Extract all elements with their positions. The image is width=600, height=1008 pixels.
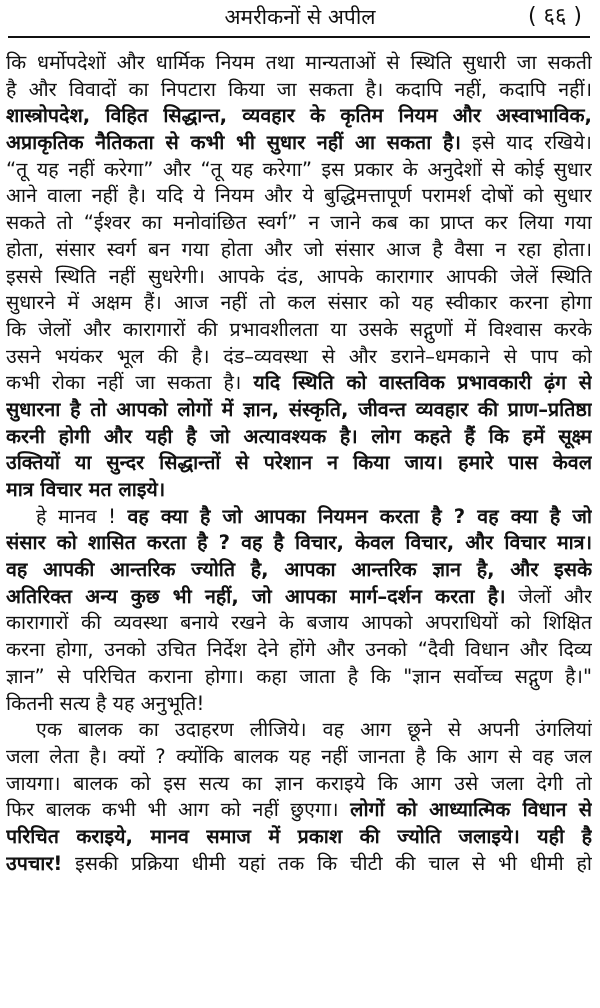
text-segment: सुधारने में अक्षम हैं। आज नहीं तो कल संसार को यह स्वीकार करना होगा	[6, 291, 592, 315]
text-line	[6, 851, 592, 878]
bold-text-segment: यदि स्थिति को वास्तविक प्रभावकारी ढ़ंग से	[253, 371, 592, 395]
text-segment: है और विवादों का निपटारा किया जा सकता है। कदापि नहीं, कदापि नहीं।	[6, 77, 592, 101]
bold-text-segment: लोगों को आध्यात्मिक विधान से	[350, 798, 592, 822]
text-line	[6, 237, 592, 264]
text-segment: कितनी सत्य है यह अनुभूति!	[6, 691, 205, 715]
text-segment: जेलों और	[505, 584, 592, 608]
text-line	[6, 530, 592, 557]
text-segment: कि धर्मोपदेशों और धार्मिक नियम तथा मान्यताओं से स्थिति सुधारी जा सकती	[6, 51, 592, 74]
text-line	[6, 77, 592, 104]
text-line	[6, 370, 592, 397]
text-segment: कि जेलों और कारागारों की प्रभावशीलता या उसके सद्गुणों में विश्वास करके	[6, 317, 592, 341]
text-line	[6, 637, 592, 664]
text-line	[6, 664, 592, 691]
text-line	[6, 557, 592, 584]
text-line	[6, 157, 592, 184]
bold-text-segment: अतिरिक्त अन्य कुछ भी नहीं, जो आपका मार्ग–दर्शन करता है।	[6, 584, 506, 608]
text-line	[6, 424, 592, 451]
bold-text-segment: वह क्या है जो आपका नियमन करता है ? वह क्या है जो	[127, 504, 592, 528]
text-line	[6, 584, 592, 611]
text-segment: कभी रोका नहीं जा सकता है।	[6, 371, 254, 395]
text-line	[6, 771, 592, 798]
text-line	[6, 717, 592, 744]
bold-text-segment: वह आपकी आन्तरिक ज्योति है, आपका आन्तरिक ज्ञान है, और इसके	[6, 558, 592, 582]
text-line	[6, 103, 592, 130]
text-line	[6, 397, 592, 424]
text-segment: सकते तो “ईश्वर का मनोवांछित स्वर्ग” न जाने कब का प्राप्त कर लिया गया	[6, 211, 592, 235]
text-line	[6, 183, 592, 210]
bold-text-segment: सुधारना है तो आपको लोगों में ज्ञान, संस्कृति, जीवन्त व्यवहार की प्राण–प्रतिष्ठा	[6, 397, 592, 421]
text-segment: आने वाला नहीं है। यदि ये नियम और ये बुद्धिमत्तापूर्ण परामर्श दोषों को सुधार	[6, 184, 592, 208]
text-line	[6, 130, 592, 157]
text-segment: जायगा। बालक को इस सत्य का ज्ञान कराइये कि आग उसे जला देगी तो	[6, 771, 592, 795]
text-segment: कारागारों की व्यवस्था बनाये रखने के बजाय आपको अपराधियों को शिक्षित	[6, 611, 592, 635]
page-number: ( ६६ )	[527, 4, 582, 29]
body-text	[6, 50, 592, 877]
text-segment: एक बालक का उदाहरण लीजिये। वह आग छूने से अपनी उंगलियां	[36, 718, 592, 742]
text-segment: जला लेता है। क्यों ? क्योंकि बालक यह नहीं जानता है कि आग से वह जल	[6, 744, 592, 768]
bold-text-segment: उपचार!	[6, 851, 63, 875]
text-segment: करना होगा, उनको उचित निर्देश देने होंगे और उनको “दैवी विधान और दिव्य	[6, 638, 592, 662]
text-line	[6, 50, 592, 77]
text-segment: फिर बालक कभी भी आग को नहीं छुएगा।	[6, 798, 351, 822]
text-line	[6, 210, 592, 237]
bold-text-segment: संसार को शासित करता है ? वह है विचार, केवल विचार, और विचार मात्र।	[6, 531, 592, 555]
text-line	[6, 824, 592, 851]
text-line	[6, 450, 592, 477]
text-line	[6, 264, 592, 291]
text-segment: उसने भयंकर भूल की है। दंड–व्यवस्था से और डराने–धमकाने से पाप को	[6, 344, 592, 368]
text-segment: “तू यह नहीं करेगा” और “तू यह करेगा” इस प्रकार के अनुदेशों से कोई सुधार	[6, 157, 592, 181]
text-line	[6, 344, 592, 371]
bold-text-segment: अप्राकृतिक नैतिकता से कभी भी सुधार नहीं आ सकता है।	[6, 131, 461, 155]
text-line	[6, 744, 592, 771]
text-line	[6, 797, 592, 824]
text-line	[6, 610, 592, 637]
page-header	[0, 0, 600, 44]
text-line	[6, 691, 592, 718]
bold-text-segment: मात्र विचार मत लाइये।	[6, 478, 166, 501]
text-line	[6, 317, 592, 344]
text-segment: इसकी प्रक्रिया धीमी यहां तक कि चीटी की चाल से भी धीमी हो	[62, 851, 592, 875]
bold-text-segment: शास्त्रोपदेश, विहित सिद्धान्त, व्यवहार के कृतिम नियम और अस्वाभाविक,	[6, 104, 592, 128]
text-segment: इससे स्थिति नहीं सुधरेगी। आपके दंड, आपके कारागार आपकी जेलें स्थिति	[6, 264, 592, 288]
bold-text-segment: उक्तियों या सुन्दर सिद्धान्तों से परेशान न किया जाय। हमारे पास केवल	[6, 451, 592, 475]
text-segment: इसे याद रखिये।	[460, 131, 592, 155]
running-title: अमरीकनों से अपील	[224, 5, 376, 29]
text-line	[6, 504, 592, 531]
text-segment: ज्ञान” से परिचित कराना होगा। कहा जाता है कि "ज्ञान सर्वोच्च सद्गुण है।"	[6, 664, 592, 688]
bold-text-segment: परिचित कराइये, मानव समाज में प्रकाश की ज्योति जलाइये। यही है	[6, 824, 592, 848]
text-line	[6, 290, 592, 317]
text-line	[6, 477, 592, 504]
text-segment: होता, संसार स्वर्ग बन गया होता और जो संसार आज है वैसा न रहा होता।	[6, 237, 592, 261]
header-rule	[8, 36, 590, 38]
bold-text-segment: करनी होगी और यही है जो अत्यावश्यक है। लोग कहते हैं कि हमें सूक्ष्म	[6, 424, 592, 448]
text-segment: हे मानव !	[36, 504, 128, 528]
